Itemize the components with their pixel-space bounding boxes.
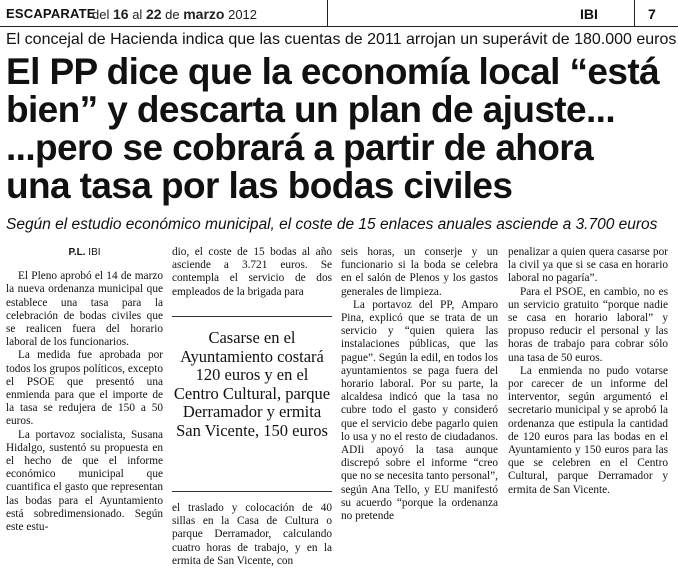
page-number: 7 [648, 6, 656, 22]
paragraph: dio, el coste de 15 bodas al año asciende a 3.721 euros. Se contempla el servicio de dos empleados de la brigada para [172, 246, 332, 298]
date-prefix: del [92, 7, 110, 22]
paragraph: La enmienda no pudo votarse por carecer de un informe del interventor, según argumentó el secretario municipal y se aprobó la ordenanza que estipula la cantidad de 120 euros para las bodas en el Ayuntamiento y 150 euros para las que se celebren en el Centro Cultural, parque Derramador y ermita de San Vicente. [508, 364, 668, 496]
subheadline: Según el estudio económico municipal, el coste de 15 enlaces anuales asciende a 3.700 euros [6, 216, 658, 233]
section-name: ESCAPARATE [6, 6, 96, 21]
byline-place: IBI [88, 247, 101, 258]
page-header [0, 0, 678, 27]
town-name: IBI [580, 6, 598, 22]
paragraph: el traslado y colocación de 40 sillas en la Casa de Cultura o parque Derramador, calculando cuatro horas de trabajo, y en la ermita de San Vicente, con [172, 502, 332, 567]
date-mid: al [132, 7, 143, 22]
headline [6, 53, 676, 205]
headline-line: ...pero se cobrará a partir de ahora [6, 127, 594, 168]
headline-line: El PP dice que la economía local “está [6, 51, 660, 92]
kicker: El concejal de Hacienda indica que las cuentas de 2011 arrojan un superávit de 180.000 euros [6, 31, 677, 48]
paragraph: La portavoz socialista, Susana Hidalgo, sustentó su propuesta en el hecho de que el informe económico municipal que cuantifica el gasto que representan las bodas para el Ayuntamiento está sobredimensionado. Según este estu- [6, 428, 163, 534]
paragraph: seis horas, un conserje y un funcionario si la boda se celebra en el salón de Plenos y los gastos generales de limpieza. [341, 246, 498, 298]
headline-line: bien” y descarta un plan de ajuste... [6, 89, 616, 130]
header-divider [634, 0, 635, 26]
header-divider [327, 0, 328, 26]
article-column-3 [341, 246, 498, 523]
article-column-1 [6, 246, 163, 534]
date-year: 2012 [228, 7, 258, 22]
headline-line: una tasa por las bodas civiles [6, 165, 513, 206]
article-column-2-bottom [172, 502, 332, 568]
paragraph: Para el PSOE, en cambio, no es un servicio gratuito “porque nadie se casa en horario laboral” y propuso reducir el personal y las horas de trabajo para cobrar sólo una tasa de 50 euros. [508, 285, 668, 364]
date-day-end: 22 [145, 6, 162, 22]
byline-author: P.L. [68, 247, 86, 258]
article-column-2-top [172, 246, 332, 299]
paragraph: La medida fue aprobada por todos los grupos políticos, excepto el PSOE que presentó una enmienda para que el importe de la tasa se redujera de 150 a 50 euros. [6, 349, 163, 428]
article-column-4 [508, 246, 668, 497]
paragraph: El Pleno aprobó el 14 de marzo la nueva ordenanza municipal que establece una tasa para la celebración de bodas civiles que se realicen fuera del horario laboral de los funcionarios. [6, 270, 163, 349]
date-de: de [165, 7, 180, 22]
issue-date [92, 6, 257, 22]
byline [6, 246, 163, 259]
date-day-start: 16 [112, 6, 129, 22]
pull-quote: Casarse en el Ayuntamiento costará 120 euros y en el Centro Cultural, parque Derramador y ermita San Vicente, 150 euros [172, 316, 332, 492]
paragraph: La portavoz del PP, Amparo Pina, explicó que se trata de un servicio y “quien quiera las instalaciones públicas, que las pague”. Según la edil, en todos los ayuntamientos se paga fuera del horario laboral. Por su parte, la alcaldesa indicó que la tasa no cubre todo el gasto y consideró que el servicio debe pagarlo quien lo usa y no el resto de ciudadanos. ADIi apoyó la tasa aunque discrepó sobre el informe “creo que no se necesita tanto personal”, según Ana Tello, y EU manifestó su acuerdo “porque la ordenanza no pretende [341, 298, 498, 523]
paragraph: penalizar a quien quera casarse por la civil ya que si se casa en horario laboral no pagaría”. [508, 246, 668, 285]
date-month: marzo [183, 6, 225, 22]
